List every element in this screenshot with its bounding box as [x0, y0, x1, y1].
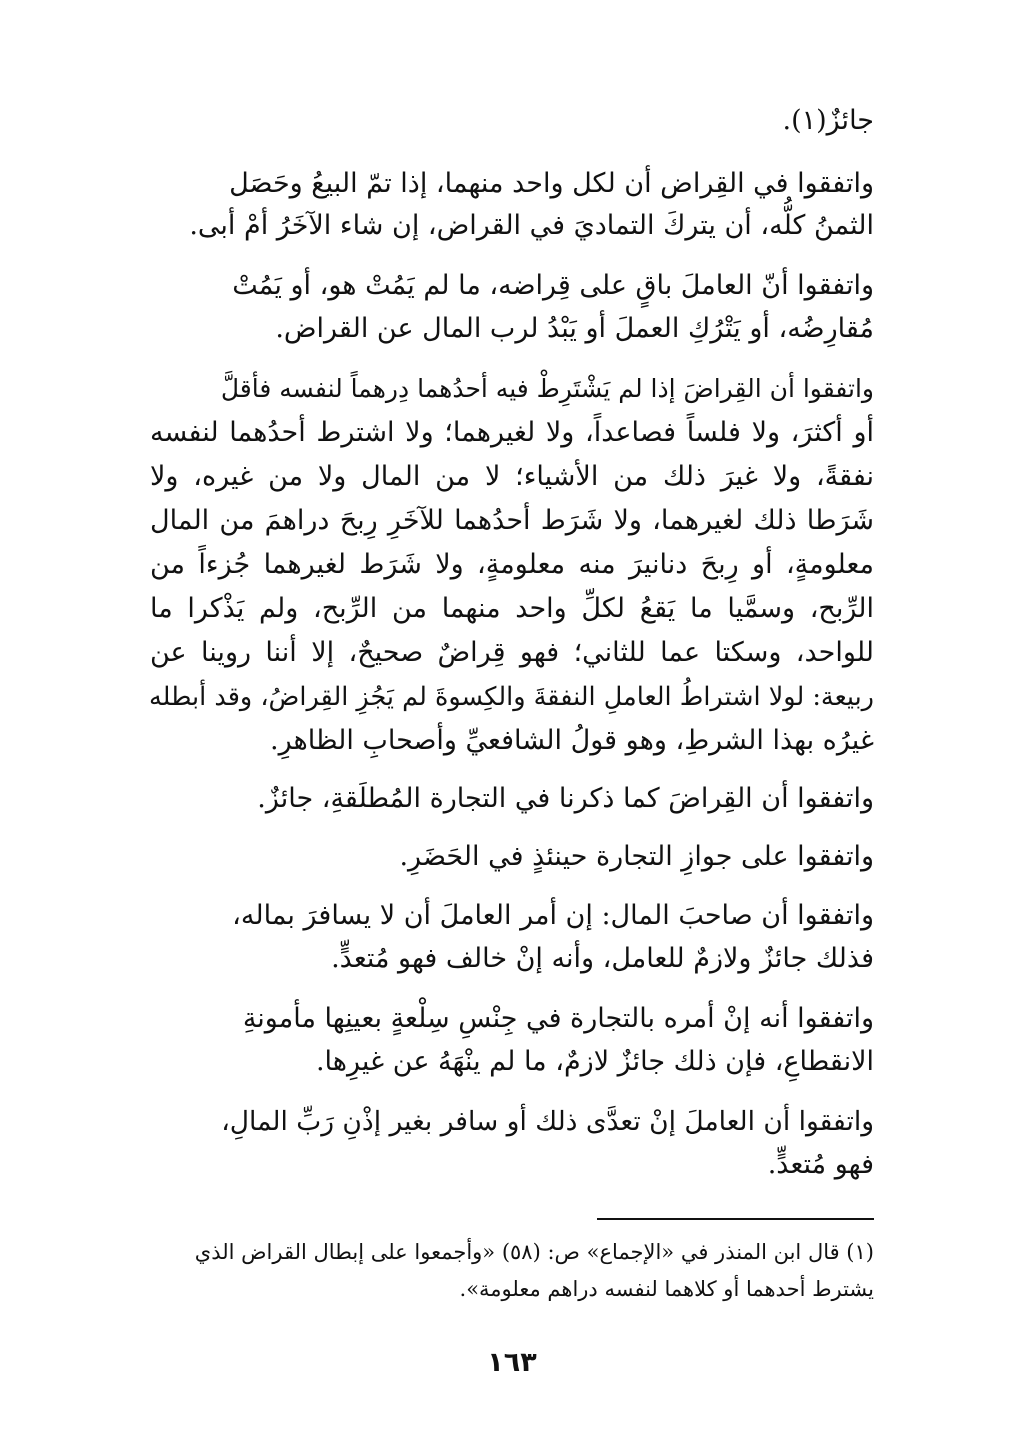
footnote-line-2: يشترط أحدهما أو كلاهما لنفسه دراهم معلومة». — [459, 1277, 874, 1301]
paragraph-6-line-2: فذلك جائزٌ ولازمٌ للعامل، وأنه إنْ خالف فهو مُتعدٍّ. — [331, 943, 874, 974]
paragraph-2-line-2: مُقارِضُه، أو يَتْرُكِ العملَ أو يَبْدُ لرب المال عن القراض. — [275, 313, 874, 344]
paragraph-5-line-1: واتفقوا على جوازِ التجارة حينئذٍ في الحَضَرِ. — [399, 841, 874, 872]
paragraph-6-line-1: واتفقوا أن صاحبَ المال: إن أمر العاملَ أن لا يسافرَ بماله، — [232, 900, 874, 931]
paragraph-3-line-9: غيرُه بهذا الشرطِ، وهو قولُ الشافعيِّ وأصحابِ الظاهرِ. — [270, 725, 874, 756]
paragraph-2-line-1: واتفقوا أنّ العاملَ باقٍ على قِراضه، ما لم يَمُتْ هو، أو يَمُتْ — [232, 270, 874, 301]
paragraph-1-line-1: واتفقوا في القِراض أن لكل واحد منهما، إذا تمّ البيعُ وحَصَل — [229, 168, 874, 199]
paragraph-3-line-7: للواحد، وسكتا عما للثاني؛ فهو قِراضٌ صحيحٌ، إلا أننا روينا عن — [150, 637, 874, 668]
paragraph-3-line-8: ربيعة: لولا اشتراطُ العاملِ النفقةَ والكِسوةَ لم يَجُزِ القِراضُ، وقد أبطله — [149, 682, 874, 712]
paragraph-3-line-4: شَرَطا ذلك لغيرهما، ولا شَرَط أحدُهما للآخَرِ رِبحَ دراهمَ من المال — [150, 505, 874, 536]
paragraph-3-line-2: أو أكثرَ، ولا فلساً فصاعداً، ولا لغيرهما؛ ولا اشترط أحدُهما لنفسه — [150, 417, 874, 448]
paragraph-8-line-2: فهو مُتعدٍّ. — [767, 1149, 874, 1180]
paragraph-3-line-5: معلومةٍ، أو رِبحَ دنانيرَ منه معلومةٍ، ولا شَرَط لغيرهما جُزءاً من — [150, 549, 874, 580]
page-number: ١٦٣ — [487, 1347, 537, 1378]
paragraph-1-line-2: الثمنُ كلُّه، أن يتركَ التماديَ في القراض، إن شاء الآخَرُ أمْ أبى. — [189, 210, 874, 241]
footnote-separator — [597, 1218, 874, 1220]
paragraph-4-line-1: واتفقوا أن القِراضَ كما ذكرنا في التجارة المُطلَقةِ، جائزٌ. — [257, 783, 874, 814]
footnote-line-1: (١) قال ابن المنذر في «الإجماع» ص: (٥٨) «وأجمعوا على إبطال القراض الذي — [194, 1240, 874, 1264]
heading-line: جائزٌ(١). — [782, 105, 874, 136]
paragraph-7-line-1: واتفقوا أنه إنْ أمره بالتجارة في جِنْسِ سِلْعةٍ بعينِها مأمونةِ — [242, 1003, 874, 1034]
paragraph-3-line-6: الرِّبح، وسمَّيا ما يَقعُ لكلِّ واحد منهما من الرِّبح، ولم يَذْكرا ما — [150, 593, 874, 624]
paragraph-3-line-1: واتفقوا أن القِراضَ إذا لم يَشْتَرِطْ فيه أحدُهما دِرهماً لنفسه فأقلَّ — [220, 374, 874, 403]
paragraph-8-line-1: واتفقوا أن العاملَ إنْ تعدَّى ذلك أو سافر بغير إذْنِ رَبِّ المالِ، — [221, 1106, 874, 1137]
paragraph-7-line-2: الانقطاعِ، فإن ذلك جائزٌ لازمٌ، ما لم ينْهَهُ عن غيرِها. — [315, 1046, 874, 1077]
paragraph-3-line-3: نفقةً، ولا غيرَ ذلك من الأشياء؛ لا من المال ولا من غيره، ولا — [150, 461, 874, 492]
